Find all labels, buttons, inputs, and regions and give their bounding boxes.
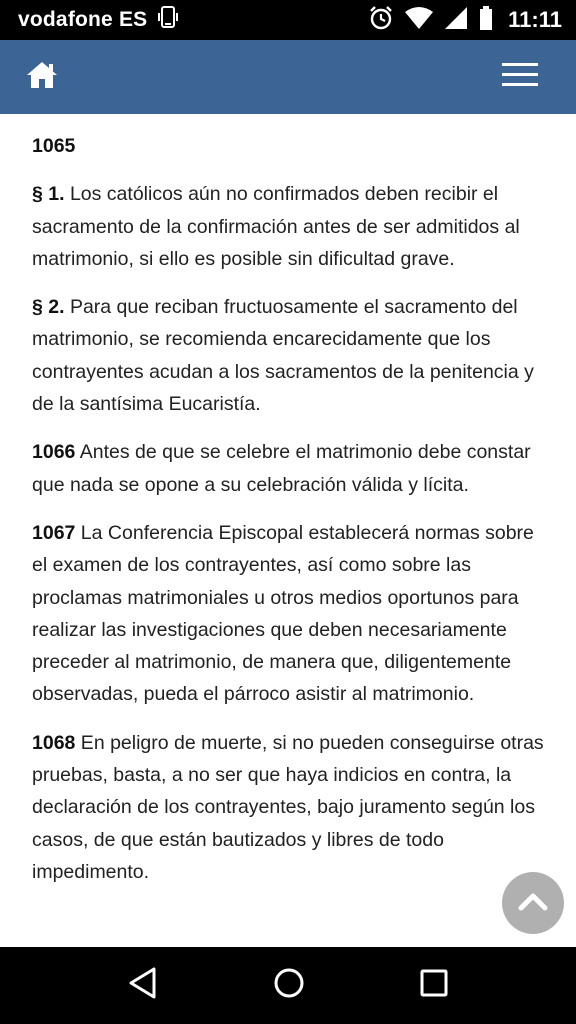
phone-vibrate-icon — [157, 5, 179, 36]
paragraph-text: La Conferencia Episcopal establecerá normas sobre el examen de los contrayentes, así como sobre las proclamas matrimoniales u otros medios oportunos para realizar las investigaciones que deben necesariamente preceder al matrimonio, de manera que, diligentemente observadas, pueda el párroco asistir al matrimonio. — [32, 521, 534, 706]
paragraph-number: § 2. — [32, 296, 65, 319]
paragraph-text: Para que reciban fructuosamente el sacramento del matrimonio, se recomienda encarecidamente que los contrayentes acudan a los sacramentos de la penitencia y de la santísima Eucaristía. — [32, 296, 534, 416]
paragraph — [32, 178, 544, 275]
paragraph — [32, 291, 544, 420]
chevron-up-icon — [518, 891, 548, 916]
alarm-icon — [368, 5, 394, 36]
paragraph-text: En peligro de muerte, si no pueden conseguirse otras pruebas, basta, a no ser que haya indicios en contra, la declaración de los contrayentes, bajo juramento según los casos, de que están bautizados y libres de todo impedimento. — [32, 731, 544, 883]
paragraph-text: Los católicos aún no confirmados deben recibir el sacramento de la confirmación antes de ser admitidos al matrimonio, si ello es posible sin dificultad grave. — [32, 183, 520, 270]
paragraph — [32, 727, 544, 888]
status-left — [18, 5, 179, 36]
clock: 11:11 — [508, 7, 562, 32]
article-number: 1065 — [32, 135, 76, 157]
home-button[interactable] — [24, 59, 60, 96]
paragraph-text: Antes de que se celebre el matrimonio debe constar que nada se opone a su celebración válida y lícita. — [32, 441, 531, 496]
signal-icon — [444, 6, 468, 35]
recents-icon — [419, 968, 449, 1003]
nav-back-button[interactable] — [127, 966, 159, 1005]
home-circle-icon — [272, 966, 306, 1005]
scroll-top-button[interactable] — [502, 872, 564, 934]
paragraph-number: § 1. — [32, 183, 65, 206]
app-bar — [0, 40, 576, 114]
article-content — [0, 114, 576, 947]
nav-home-button[interactable] — [272, 966, 306, 1005]
menu-icon — [502, 62, 538, 93]
paragraph-number: 1066 — [32, 441, 76, 464]
paragraph — [32, 436, 544, 501]
paragraph — [32, 517, 544, 711]
paragraph-number: 1067 — [32, 521, 76, 544]
home-icon — [24, 59, 60, 96]
battery-icon — [478, 5, 494, 36]
paragraph-number: 1068 — [32, 731, 76, 754]
carrier-name: vodafone ES — [18, 8, 148, 31]
back-icon — [127, 966, 159, 1005]
menu-button[interactable] — [502, 62, 538, 93]
navigation-bar — [0, 947, 576, 1024]
nav-recents-button[interactable] — [419, 968, 449, 1003]
wifi-icon — [404, 6, 434, 35]
status-right — [368, 5, 562, 36]
status-bar — [0, 0, 576, 40]
